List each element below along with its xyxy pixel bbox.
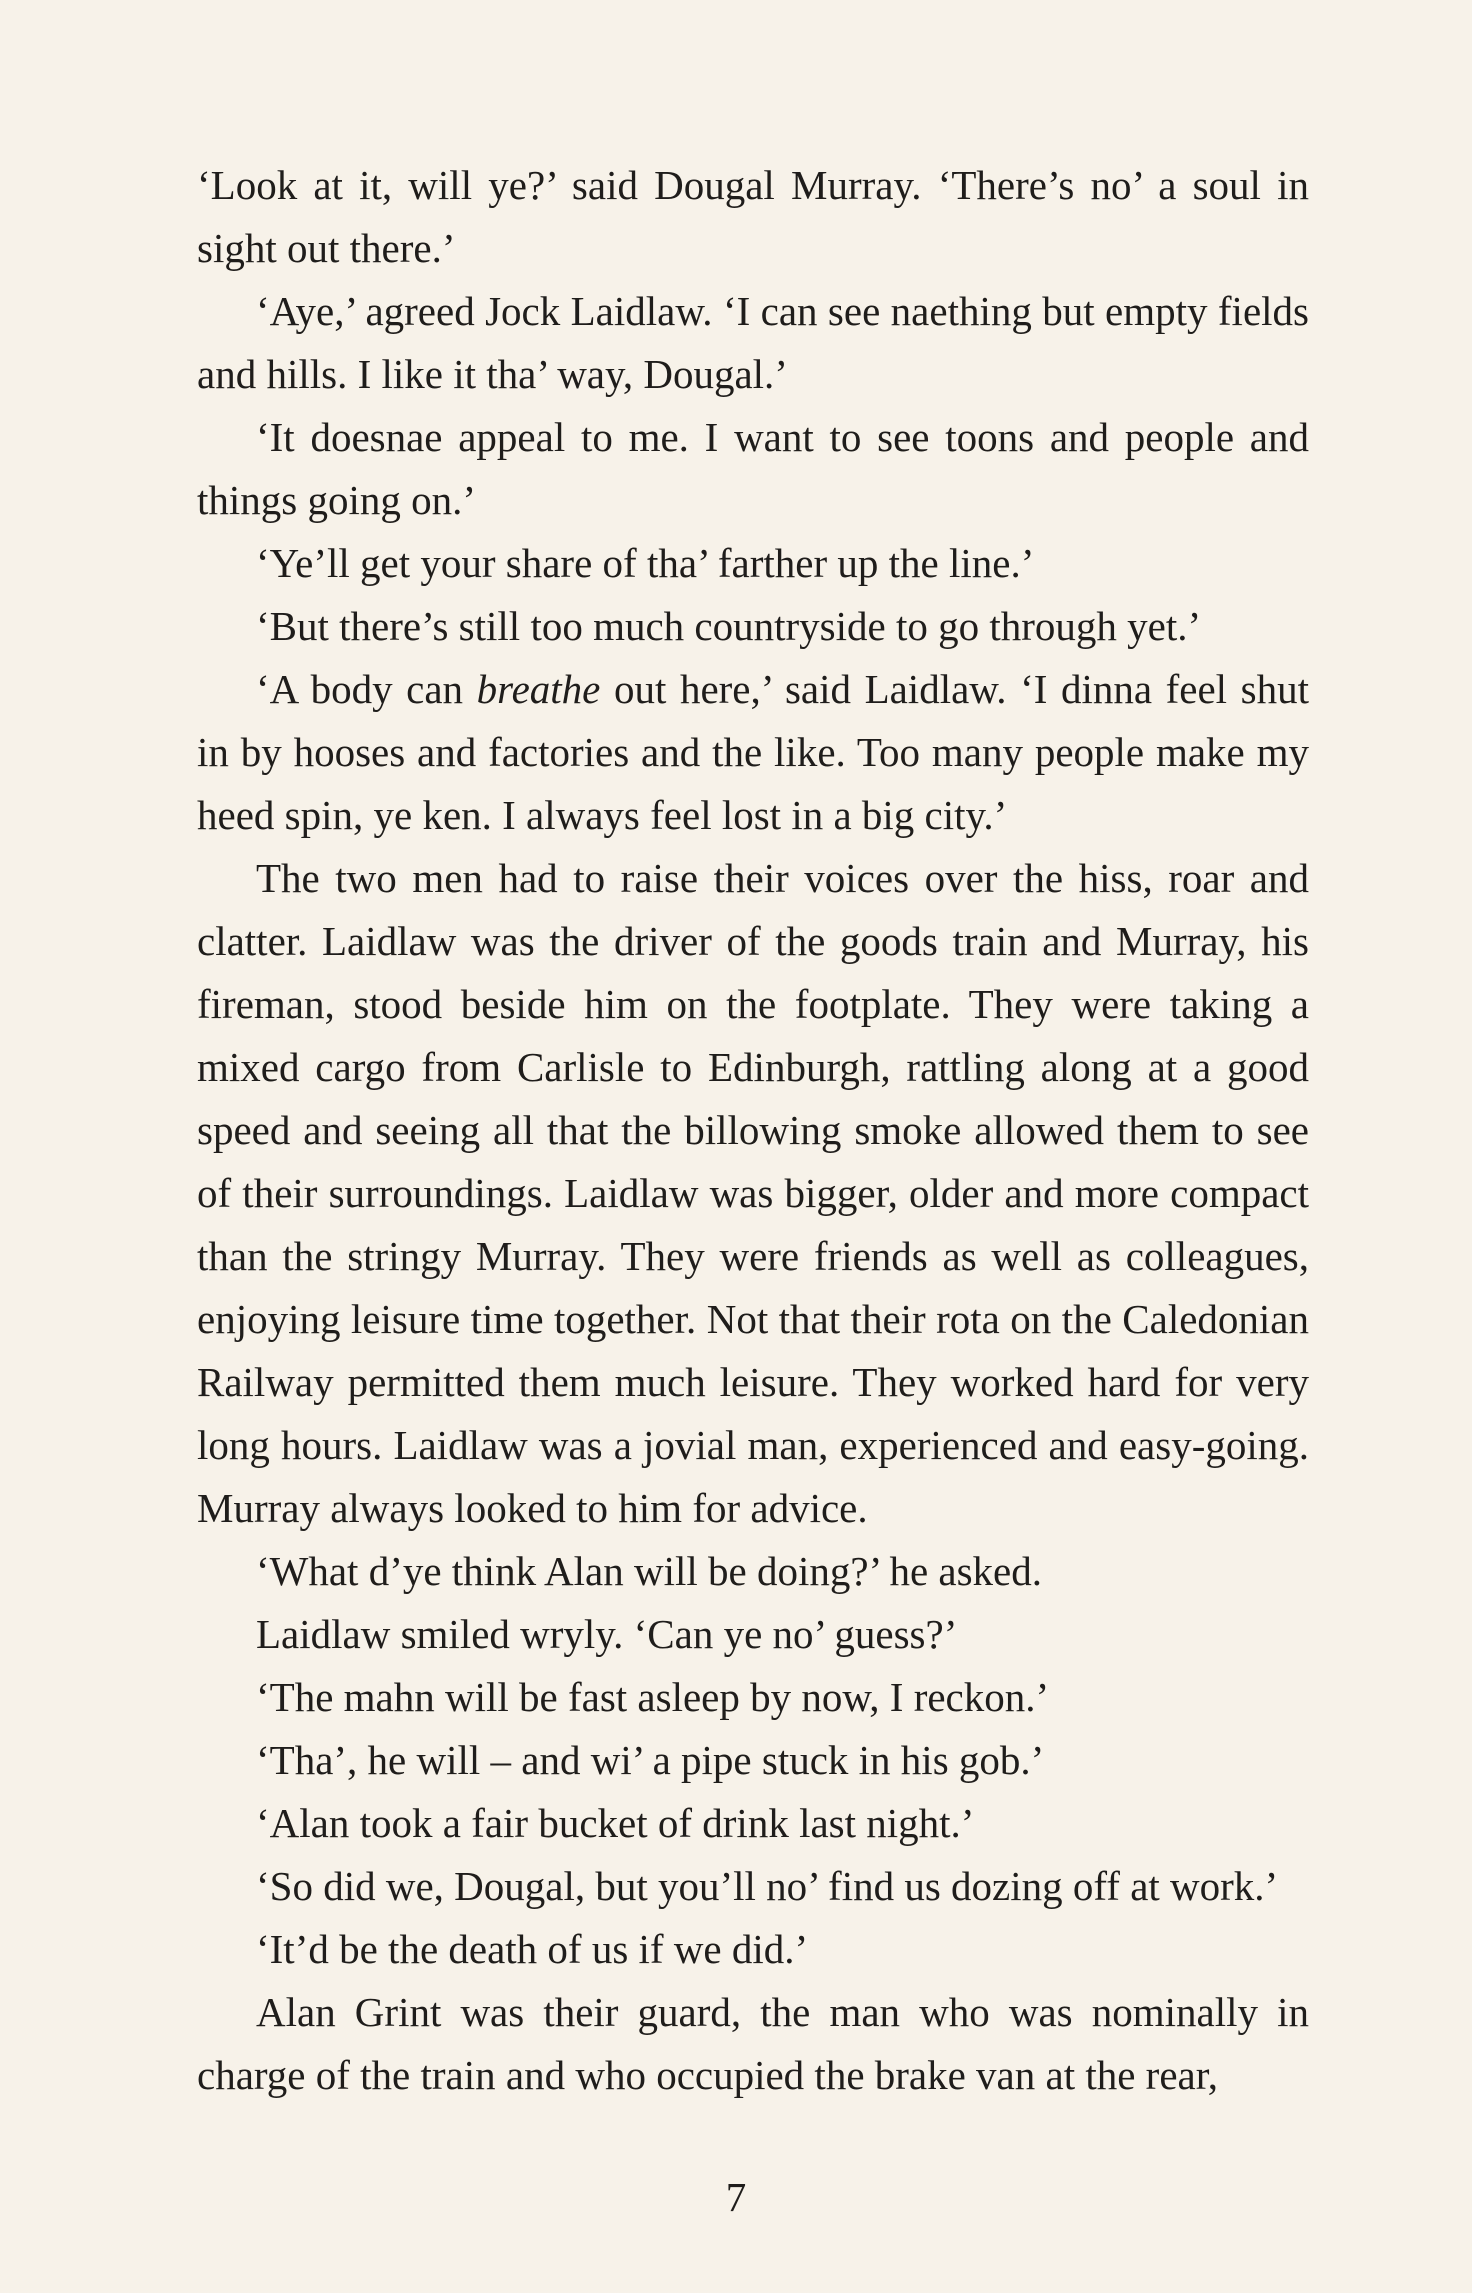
- paragraph: Laidlaw smiled wryly. ‘Can ye no’ guess?’: [256, 1611, 958, 1657]
- paragraph: The two men had to raise their voices over the hiss, roar and clatter. Laidlaw was the driver of the goods train and Murray, his fireman, stood beside him on the footplate. They were taking a mixed cargo from Carlisle to Edinburgh, rattling along at a good speed and seeing all that the billowing smoke allowed them to see of their surroundings. Laidlaw was bigger, older and more compact than the stringy Murray. They were friends as well as colleagues, enjoying leisure time together. Not that their rota on the Caledonian Railway permitted them much leisure. They worked hard for very long hours. Laidlaw was a jovial man, experienced and easy-going. Murray always looked to him for advice.: [197, 855, 1309, 1531]
- paragraph: ‘Ye’ll get your share of tha’ farther up the line.’: [256, 540, 1035, 586]
- paragraph-segment: out here,’ said Laidlaw. ‘I dinna feel shut in by hooses and factories and the like. Too many people make my heed spin, ye ken. I always feel lost in a big city.’: [197, 666, 1309, 838]
- paragraph: ‘Tha’, he will – and wi’ a pipe stuck in his gob.’: [256, 1737, 1045, 1783]
- paragraph: [197, 658, 1309, 847]
- paragraph: ‘The mahn will be fast asleep by now, I reckon.’: [256, 1674, 1050, 1720]
- paragraph: ‘Aye,’ agreed Jock Laidlaw. ‘I can see naething but empty fields and hills. I like it tha’ way, Dougal.’: [197, 288, 1309, 397]
- paragraph: ‘But there’s still too much countryside to go through yet.’: [256, 603, 1202, 649]
- paragraph: ‘Alan took a fair bucket of drink last night.’: [256, 1800, 975, 1846]
- emphasized-word: breathe: [476, 666, 601, 712]
- paragraph: ‘What d’ye think Alan will be doing?’ he asked.: [256, 1548, 1042, 1594]
- paragraph: ‘It doesnae appeal to me. I want to see toons and people and things going on.’: [197, 414, 1309, 523]
- paragraph-segment: ‘A body can: [256, 666, 477, 712]
- body-text: [197, 154, 1309, 2107]
- paragraph: ‘Look at it, will ye?’ said Dougal Murray. ‘There’s no’ a soul in sight out there.’: [197, 162, 1309, 271]
- paragraph: ‘It’d be the death of us if we did.’: [256, 1926, 809, 1972]
- paragraph: Alan Grint was their guard, the man who was nominally in charge of the train and who occupied the brake van at the rear,: [197, 1989, 1309, 2098]
- page-number: 7: [725, 2174, 747, 2220]
- paragraph: ‘So did we, Dougal, but you’ll no’ find us dozing off at work.’: [256, 1863, 1279, 1909]
